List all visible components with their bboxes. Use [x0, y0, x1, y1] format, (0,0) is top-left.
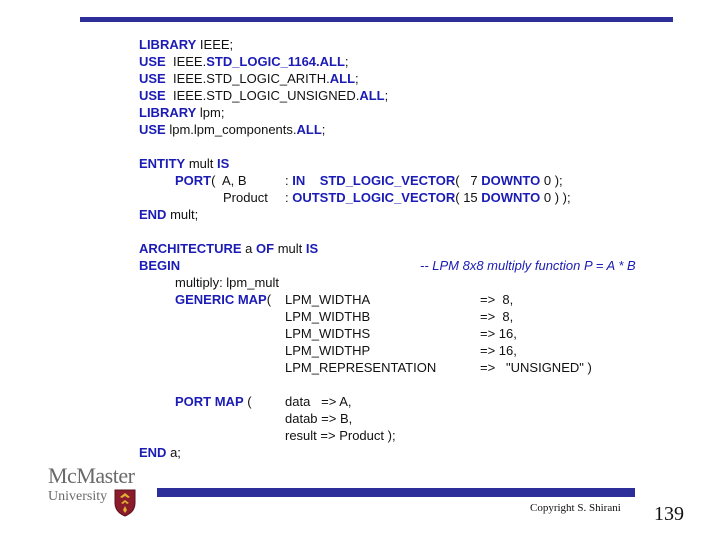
generic-value: => 8, — [480, 292, 514, 307]
generic-value: => 16, — [480, 343, 517, 358]
keyword: USE — [139, 88, 166, 103]
code-text: lpm.lpm_components. — [165, 122, 297, 137]
code-line-7 — [139, 156, 229, 171]
page-number: 139 — [654, 503, 684, 525]
code-text: mult — [274, 241, 306, 256]
code-text: ; — [321, 122, 326, 137]
logo-subtitle: University — [48, 489, 108, 504]
port-map-entry: data => A, — [285, 394, 352, 409]
keyword: OF — [256, 241, 275, 256]
keyword: PORT — [175, 173, 212, 188]
generic-name: LPM_WIDTHB — [285, 309, 371, 324]
code-text: : — [285, 190, 293, 205]
code-text — [305, 173, 319, 188]
code-line-14 — [175, 292, 271, 307]
code-text: 0 ) ); — [540, 190, 571, 205]
code-line-8-type — [285, 173, 563, 188]
keyword: USE — [139, 122, 166, 137]
logo-wordmark: McMaster — [48, 463, 135, 488]
code-text: IEEE.STD_LOGIC_ARITH. — [165, 71, 330, 86]
keyword: USE — [139, 54, 166, 69]
keyword: STD_LOGIC_1164.ALL — [206, 54, 345, 69]
code-text: a — [241, 241, 257, 256]
code-text: ( — [266, 292, 272, 307]
code-line-2 — [139, 54, 349, 69]
bottom-rule — [157, 488, 635, 497]
code-line-10 — [139, 207, 198, 222]
code-text: ; — [384, 88, 389, 103]
code-line-11 — [139, 241, 318, 256]
generic-value: => 8, — [480, 309, 514, 324]
code-text: ; — [355, 71, 359, 86]
code-line-9 — [223, 190, 268, 205]
code-text: ( — [243, 394, 252, 409]
code-line-3 — [139, 71, 359, 86]
code-line-23 — [139, 445, 181, 460]
generic-name: LPM_REPRESENTATION — [285, 360, 437, 375]
code-text: IEEE.STD_LOGIC_UNSIGNED. — [165, 88, 360, 103]
copyright-text: Copyright S. Shirani — [530, 502, 621, 514]
keyword: PORT MAP — [175, 394, 244, 409]
code-text: ; — [344, 54, 349, 69]
code-comment: -- LPM 8x8 multiply function P = A * B — [420, 258, 636, 273]
keyword: BEGIN — [139, 258, 181, 273]
keyword: USE — [139, 71, 166, 86]
keyword: GENERIC MAP — [175, 292, 267, 307]
crest-icon — [114, 489, 136, 517]
code-text: mult — [185, 156, 218, 171]
keyword: ALL — [359, 88, 385, 103]
university-logo — [48, 463, 138, 523]
code-line-20 — [175, 394, 252, 409]
keyword: ALL — [329, 71, 356, 86]
code-text: mult; — [166, 207, 199, 222]
code-text: IEEE; — [196, 37, 234, 52]
keyword: IN — [292, 173, 306, 188]
keyword: ALL — [296, 122, 322, 137]
generic-name: LPM_WIDTHP — [285, 343, 371, 358]
code-line-9-type — [285, 190, 571, 205]
code-line-5 — [139, 105, 224, 120]
code-line-8 — [175, 173, 247, 188]
code-line-12 — [139, 258, 180, 273]
code-text: Product — [223, 190, 268, 205]
keyword: END — [139, 445, 167, 460]
code-text: ( 15 — [455, 190, 482, 205]
code-line-4 — [139, 88, 388, 103]
generic-value: => "UNSIGNED" ) — [480, 360, 592, 375]
generic-value: => 16, — [480, 326, 517, 341]
keyword: IS — [305, 241, 319, 256]
code-text: 0 ); — [540, 173, 563, 188]
keyword: DOWNTO — [481, 173, 541, 188]
code-text: ( 7 — [455, 173, 482, 188]
code-text: IEEE. — [165, 54, 207, 69]
code-text: : — [285, 173, 293, 188]
code-text: a; — [166, 445, 181, 460]
keyword: LIBRARY — [139, 37, 197, 52]
keyword: IS — [217, 156, 230, 171]
keyword: STD_LOGIC_VECTOR — [319, 173, 456, 188]
keyword: ENTITY — [139, 156, 186, 171]
keyword: OUTSTD_LOGIC_VECTOR — [292, 190, 456, 205]
code-line-13: multiply: lpm_mult — [175, 275, 280, 290]
port-map-entry: result => Product ); — [285, 428, 396, 443]
keyword: DOWNTO — [481, 190, 541, 205]
code-text: lpm; — [196, 105, 225, 120]
keyword: END — [139, 207, 167, 222]
generic-name: LPM_WIDTHS — [285, 326, 371, 341]
code-text: ( A, B — [211, 173, 247, 188]
keyword: ARCHITECTURE — [139, 241, 242, 256]
code-line-6 — [139, 122, 325, 137]
generic-name: LPM_WIDTHA — [285, 292, 371, 307]
keyword: LIBRARY — [139, 105, 197, 120]
port-map-entry: datab => B, — [285, 411, 353, 426]
code-line-1 — [139, 37, 233, 52]
